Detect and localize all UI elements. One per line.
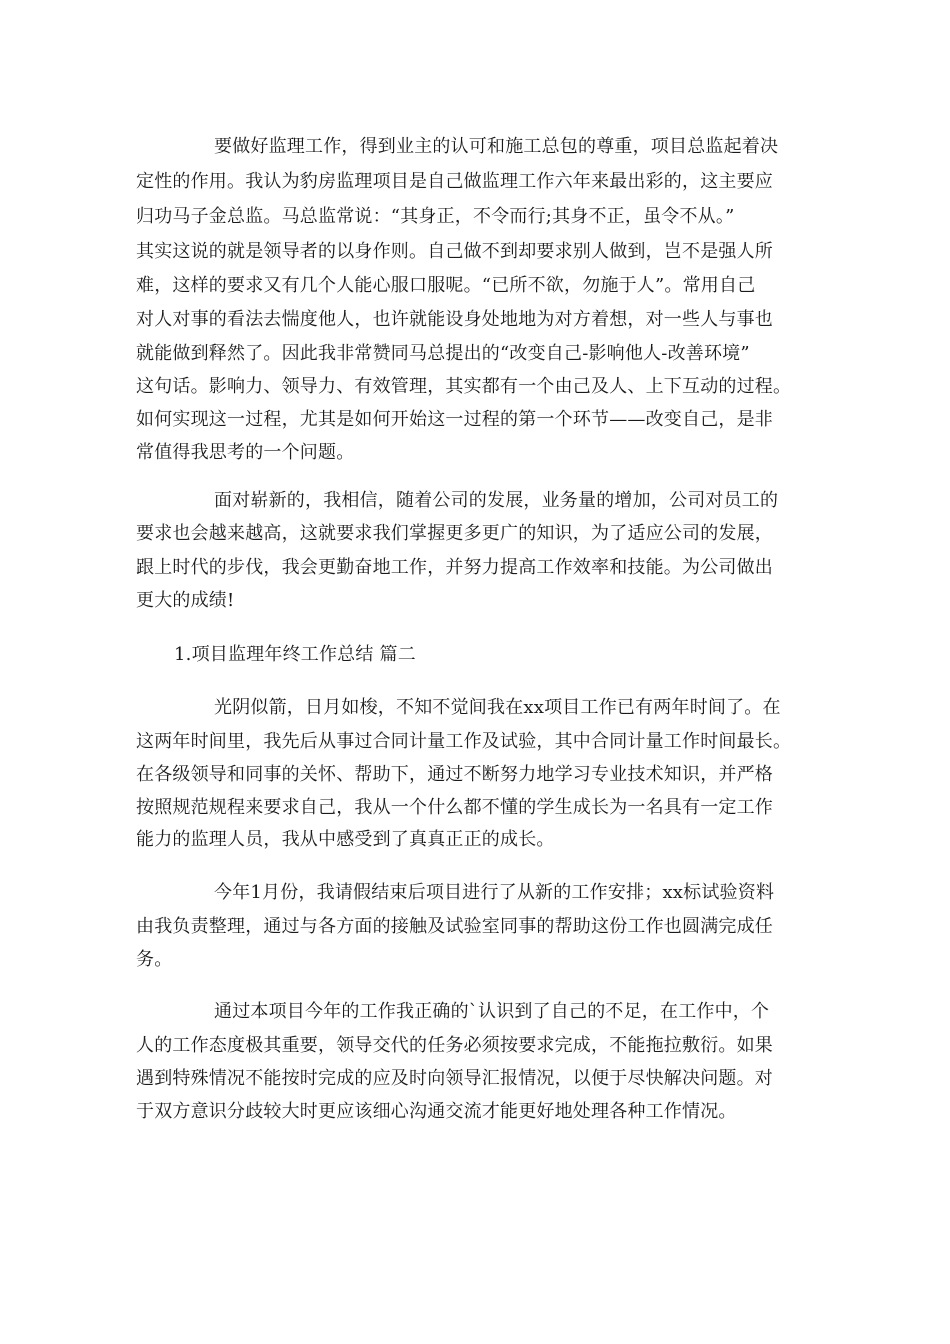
paragraph-3-line-1: 光阴似箭，日月如梭，不知不觉间我在xx项目工作已有两年时间了。在 bbox=[214, 697, 781, 718]
paragraph-1-line-9: 如何实现这一过程，尤其是如何开始这一过程的第一个环节——改变自己，是非 bbox=[136, 409, 773, 430]
paragraph-5-line-1: 通过本项目今年的工作我正确的`认识到了自己的不足，在工作中，个 bbox=[214, 1001, 770, 1022]
paragraph-4-line-2: 由我负责整理，通过与各方面的接触及试验室同事的帮助这份工作也圆满完成任 bbox=[136, 916, 773, 937]
paragraph-1-line-1: 要做好监理工作，得到业主的认可和施工总包的尊重，项目总监起着决 bbox=[214, 136, 779, 157]
paragraph-4-line-1: 今年1月份，我请假结束后项目进行了从新的工作安排；xx标试验资料 bbox=[214, 882, 775, 903]
paragraph-1-line-8: 这句话。影响力、领导力、有效管理，其实都有一个由己及人、上下互动的过程。 bbox=[136, 376, 792, 397]
paragraph-1-line-3: 归功马子金总监。马总监常说：“其身正，不令而行;其身不正，虽令不从。” bbox=[136, 206, 735, 227]
paragraph-5-line-4: 于双方意识分歧较大时更应该细心沟通交流才能更好地处理各种工作情况。 bbox=[136, 1101, 737, 1122]
paragraph-1-line-4: 其实这说的就是领导者的以身作则。自己做不到却要求别人做到，岂不是强人所 bbox=[136, 241, 773, 262]
paragraph-2-line-1: 面对崭新的，我相信，随着公司的发展，业务量的增加，公司对员工的 bbox=[214, 490, 779, 511]
paragraph-3-line-4: 按照规范规程来要求自己，我从一个什么都不懂的学生成长为一名具有一定工作 bbox=[136, 797, 773, 818]
section-heading: 1.项目监理年终工作总结 篇二 bbox=[174, 644, 416, 665]
paragraph-1-line-6: 对人对事的看法去惴度他人，也许就能设身处地地为对方着想，对一些人与事也 bbox=[136, 309, 773, 330]
paragraph-4-line-3: 务。 bbox=[136, 949, 173, 970]
paragraph-1-line-5: 难，这样的要求又有几个人能心服口服呢。“已所不欲，勿施于人”。常用自己 bbox=[136, 275, 756, 296]
paragraph-5-line-2: 人的工作态度极其重要，领导交代的任务必须按要求完成，不能拖拉敷衍。如果 bbox=[136, 1035, 773, 1056]
paragraph-3-line-5: 能力的监理人员，我从中感受到了真真正正的成长。 bbox=[136, 829, 555, 850]
paragraph-3-line-2: 这两年时间里，我先后从事过合同计量工作及试验，其中合同计量工作时间最长。 bbox=[136, 731, 792, 752]
paragraph-5-line-3: 遇到特殊情况不能按时完成的应及时向领导汇报情况，以便于尽快解决问题。对 bbox=[136, 1068, 773, 1089]
paragraph-2-line-2: 要求也会越来越高，这就要求我们掌握更多更广的知识，为了适应公司的发展， bbox=[136, 523, 773, 544]
paragraph-2-line-4: 更大的成绩! bbox=[136, 590, 235, 611]
paragraph-2-line-3: 跟上时代的步伐，我会更勤奋地工作，并努力提高工作效率和技能。为公司做出 bbox=[136, 557, 773, 578]
paragraph-1-line-2: 定性的作用。我认为豹房监理项目是自己做监理工作六年来最出彩的，这主要应 bbox=[136, 171, 773, 192]
paragraph-1-line-7: 就能做到释然了。因此我非常赞同马总提出的“改变自己-影响他人-改善环境” bbox=[136, 343, 750, 364]
paragraph-1-line-10: 常值得我思考的一个问题。 bbox=[136, 442, 355, 463]
paragraph-3-line-3: 在各级领导和同事的关怀、帮助下，通过不断努力地学习专业技术知识，并严格 bbox=[136, 764, 773, 785]
